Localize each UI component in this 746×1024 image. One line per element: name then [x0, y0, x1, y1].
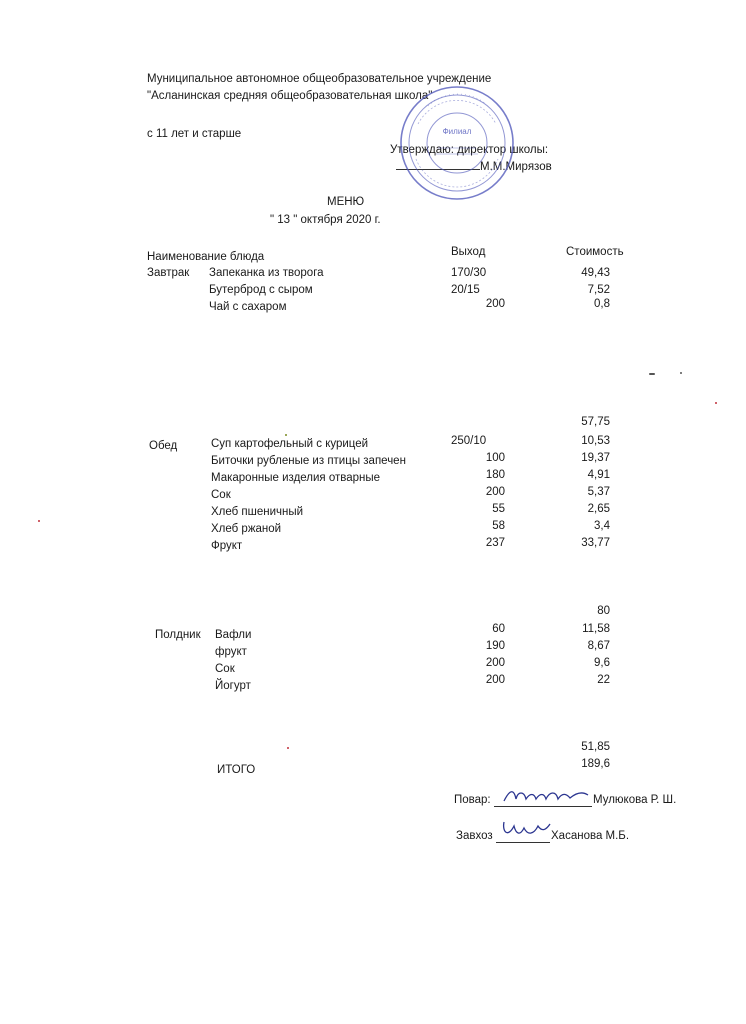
- dish-cost: 10,53: [581, 435, 610, 447]
- dish-output: 180: [485, 469, 505, 481]
- supply-manager-label: Завхоз: [456, 830, 493, 842]
- scan-speck: [287, 747, 289, 749]
- scan-speck: [680, 372, 682, 374]
- stamp-label: Филиал: [442, 127, 472, 136]
- approve-label: Утверждаю: директор школы:: [390, 144, 549, 156]
- dish-name: Сок: [215, 663, 235, 675]
- dish-name: Бутерброд с сыром: [209, 284, 313, 296]
- dish-output: 60: [492, 623, 505, 635]
- scan-speck: [715, 402, 717, 404]
- menu-date: " 13 " октября 2020 г.: [270, 214, 381, 226]
- dish-output: 200: [485, 486, 505, 498]
- dish-name: Йогурт: [215, 680, 251, 692]
- meal-subtotal-breakfast: 57,75: [581, 416, 610, 428]
- dish-output: 100: [485, 452, 505, 464]
- dish-cost: 33,77: [581, 537, 610, 549]
- dish-name: Чай с сахаром: [209, 301, 287, 313]
- dish-name: Биточки рубленые из птицы запечен: [211, 455, 406, 467]
- org-name-line2: "Асланинская средняя общеобразовательная школа": [147, 90, 433, 102]
- dish-cost: 0,8: [594, 298, 610, 310]
- col-header-cost: Стоимость: [566, 246, 624, 258]
- col-header-output: Выход: [451, 246, 486, 258]
- cook-name: Мулюкова Р. Ш.: [593, 794, 677, 806]
- meal-subtotal-lunch: 80: [597, 605, 610, 617]
- scan-speck: [649, 373, 655, 375]
- dish-name: Фрукт: [211, 540, 243, 552]
- dish-output: 190: [485, 640, 505, 652]
- meal-subtotal-snack: 51,85: [581, 741, 610, 753]
- grand-total-value: 189,6: [581, 758, 610, 770]
- cook-label: Повар:: [454, 794, 491, 806]
- dish-name: Хлеб пшеничный: [211, 506, 304, 518]
- org-name-line1: Муниципальное автономное общеобразовательное учреждение: [147, 73, 492, 85]
- menu-title: МЕНЮ: [327, 196, 365, 208]
- dish-output: 200: [485, 674, 505, 686]
- dish-cost: 11,58: [582, 623, 610, 635]
- grand-total-label: ИТОГО: [217, 764, 256, 776]
- dish-output: 237: [485, 537, 505, 549]
- meal-label-snack: Полдник: [155, 629, 201, 641]
- dish-name: Макаронные изделия отварные: [211, 472, 381, 484]
- dish-output: 58: [492, 520, 505, 532]
- dish-cost: 2,65: [587, 503, 610, 515]
- scan-speck: [285, 434, 287, 436]
- dish-name: Сок: [211, 489, 231, 501]
- director-name: М.М.Мирязов: [480, 161, 552, 173]
- col-header-name: Наименование блюда: [147, 251, 265, 263]
- dish-cost: 49,43: [581, 267, 610, 279]
- dish-cost: 8,67: [587, 640, 610, 652]
- dish-output: 200: [485, 298, 505, 310]
- dish-name: фрукт: [215, 646, 247, 658]
- dish-cost: 22: [597, 674, 610, 686]
- dish-output: 250/10: [451, 435, 487, 447]
- dish-cost: 3,4: [594, 520, 610, 532]
- dish-cost: 19,37: [581, 452, 610, 464]
- dish-cost: 7,52: [587, 284, 610, 296]
- meal-label-breakfast: Завтрак: [147, 267, 190, 279]
- meal-label-lunch: Обед: [149, 440, 178, 452]
- dish-output: 170/30: [451, 267, 487, 279]
- dish-output: 55: [492, 503, 505, 515]
- dish-name: Хлеб ржаной: [211, 523, 282, 535]
- supply-signature-line: [496, 842, 550, 843]
- dish-name: Суп картофельный с курицей: [211, 438, 369, 450]
- dish-output: 200: [485, 657, 505, 669]
- dish-cost: 4,91: [587, 469, 610, 481]
- age-group: с 11 лет и старше: [147, 128, 242, 140]
- dish-name: Вафли: [215, 629, 252, 641]
- supply-manager-name: Хасанова М.Б.: [551, 830, 630, 842]
- scan-speck: [38, 520, 40, 522]
- dish-cost: 9,6: [594, 657, 610, 669]
- school-stamp: [398, 84, 516, 202]
- dish-output: 20/15: [451, 284, 480, 296]
- cook-signature: [500, 785, 592, 807]
- dish-name: Запеканка из творога: [209, 267, 324, 279]
- dish-cost: 5,37: [587, 486, 610, 498]
- supply-manager-signature: [498, 816, 552, 842]
